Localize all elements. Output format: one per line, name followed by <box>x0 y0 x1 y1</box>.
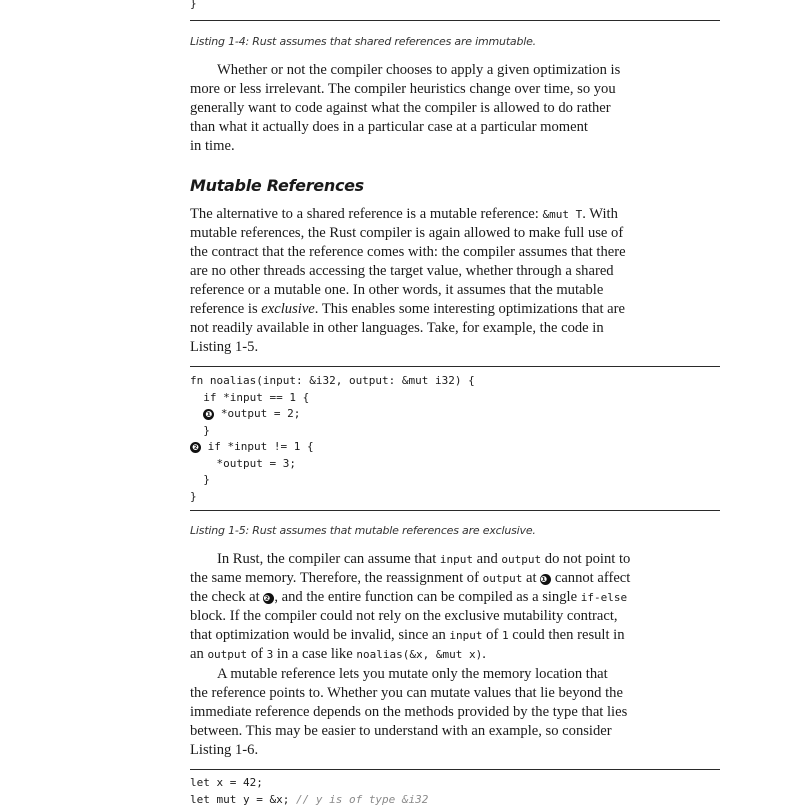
code-comment: // y is of type &i32 <box>289 793 428 806</box>
text-run: reference is <box>190 301 261 317</box>
text-line: between. This may be easier to understand with an example, so consider <box>190 722 722 741</box>
callout-2-marker: ❷ <box>263 593 274 604</box>
inline-code: output <box>501 553 541 566</box>
inline-code: noalias(&x, &mut x) <box>356 648 482 661</box>
listing-rule <box>190 20 720 21</box>
text-run: in a case like <box>273 646 356 662</box>
text-line <box>190 550 722 569</box>
listing-rule <box>190 769 720 770</box>
listing-rule <box>190 366 720 367</box>
text-line: block. If the compiler could not rely on the exclusive mutability contract, <box>190 607 722 626</box>
code-line: } <box>190 423 210 440</box>
text-line: reference or a mutable one. In other words, it assumes that the mutable <box>190 281 722 300</box>
inline-code: 1 <box>502 629 509 642</box>
listing-1-4-caption: Listing 1-4: Rust assumes that shared references are immutable. <box>190 35 536 48</box>
text-run: of <box>483 627 502 643</box>
code-line: } <box>190 0 197 13</box>
callout-1-marker: ❶ <box>540 574 551 585</box>
text-line <box>190 626 722 645</box>
inline-code: input <box>449 629 482 642</box>
text-line <box>190 205 722 224</box>
text-line <box>190 569 722 588</box>
inline-code: output <box>483 572 523 585</box>
text-line: not readily available in other languages. Take, for example, the code in <box>190 319 722 338</box>
listing-1-5-caption: Listing 1-5: Rust assumes that mutable references are exclusive. <box>190 524 536 537</box>
text-line: Whether or not the compiler chooses to apply a given optimization is <box>190 61 722 80</box>
section-heading: Mutable References <box>190 176 364 195</box>
code-line <box>190 439 314 456</box>
text-line: the contract that the reference comes with: the compiler assumes that there <box>190 243 722 262</box>
text-run: the same memory. Therefore, the reassignment of <box>190 570 483 586</box>
text-run: the check at <box>190 589 263 605</box>
inline-code: input <box>440 553 473 566</box>
callout-1-marker: ❶ <box>203 409 214 420</box>
code-line: fn noalias(input: &i32, output: &mut i32) { <box>190 373 475 390</box>
text-line: generally want to code against what the compiler is allowed to do rather <box>190 99 722 118</box>
code-line: if *input == 1 { <box>190 390 309 407</box>
paragraph-optimization <box>190 61 722 156</box>
code-line: } <box>190 489 197 506</box>
paragraph-mutable-reference-scope <box>190 665 722 760</box>
text-line: are no other threads accessing the target value, whether through a shared <box>190 262 722 281</box>
code-line: let x = 42; <box>190 775 263 792</box>
inline-code: &mut T <box>542 208 582 221</box>
inline-code: 3 <box>267 648 274 661</box>
text-run: do not point to <box>541 551 630 567</box>
code-text: if *input != 1 { <box>201 440 314 453</box>
text-run: , and the entire function can be compiled as a single <box>274 589 580 605</box>
text-run: The alternative to a shared reference is a mutable reference: <box>190 206 542 222</box>
text-run: . With <box>582 206 618 222</box>
text-line: mutable references, the Rust compiler is again allowed to make full use of <box>190 224 722 243</box>
text-run: cannot affect <box>551 570 630 586</box>
callout-2-marker: ❷ <box>190 442 201 453</box>
code-line: *output = 3; <box>190 456 296 473</box>
text-run: and <box>473 551 501 567</box>
text-run: of <box>247 646 266 662</box>
text-line: immediate reference depends on the methods provided by the type that lies <box>190 703 722 722</box>
text-line: more or less irrelevant. The compiler heuristics change over time, so you <box>190 80 722 99</box>
code-text: *output = 2; <box>214 407 300 420</box>
text-run: at <box>522 570 540 586</box>
code-line <box>190 406 300 423</box>
text-line: Listing 1-5. <box>190 338 722 357</box>
text-run: an <box>190 646 207 662</box>
code-text: let mut y = &x; <box>190 793 289 806</box>
paragraph-mutable-references <box>190 205 722 357</box>
code-line: } <box>190 472 210 489</box>
text-line: the reference points to. Whether you can mutate values that lie beyond the <box>190 684 722 703</box>
text-run: . This enables some interesting optimizations that are <box>315 301 625 317</box>
listing-rule <box>190 510 720 511</box>
text-line: Listing 1-6. <box>190 741 722 760</box>
text-line <box>190 645 722 664</box>
text-line: in time. <box>190 137 722 156</box>
emphasis: exclusive <box>261 301 314 317</box>
text-line <box>190 300 722 319</box>
text-run: In Rust, the compiler can assume that <box>217 551 440 567</box>
text-run: . <box>482 646 486 662</box>
paragraph-noalias <box>190 550 722 664</box>
text-line: A mutable reference lets you mutate only the memory location that <box>190 665 722 684</box>
text-line <box>190 588 722 607</box>
text-run: that optimization would be invalid, since an <box>190 627 449 643</box>
inline-code: output <box>207 648 247 661</box>
inline-code: if-else <box>581 591 627 604</box>
text-run: could then result in <box>509 627 625 643</box>
text-line: than what it actually does in a particular case at a particular moment <box>190 118 722 137</box>
